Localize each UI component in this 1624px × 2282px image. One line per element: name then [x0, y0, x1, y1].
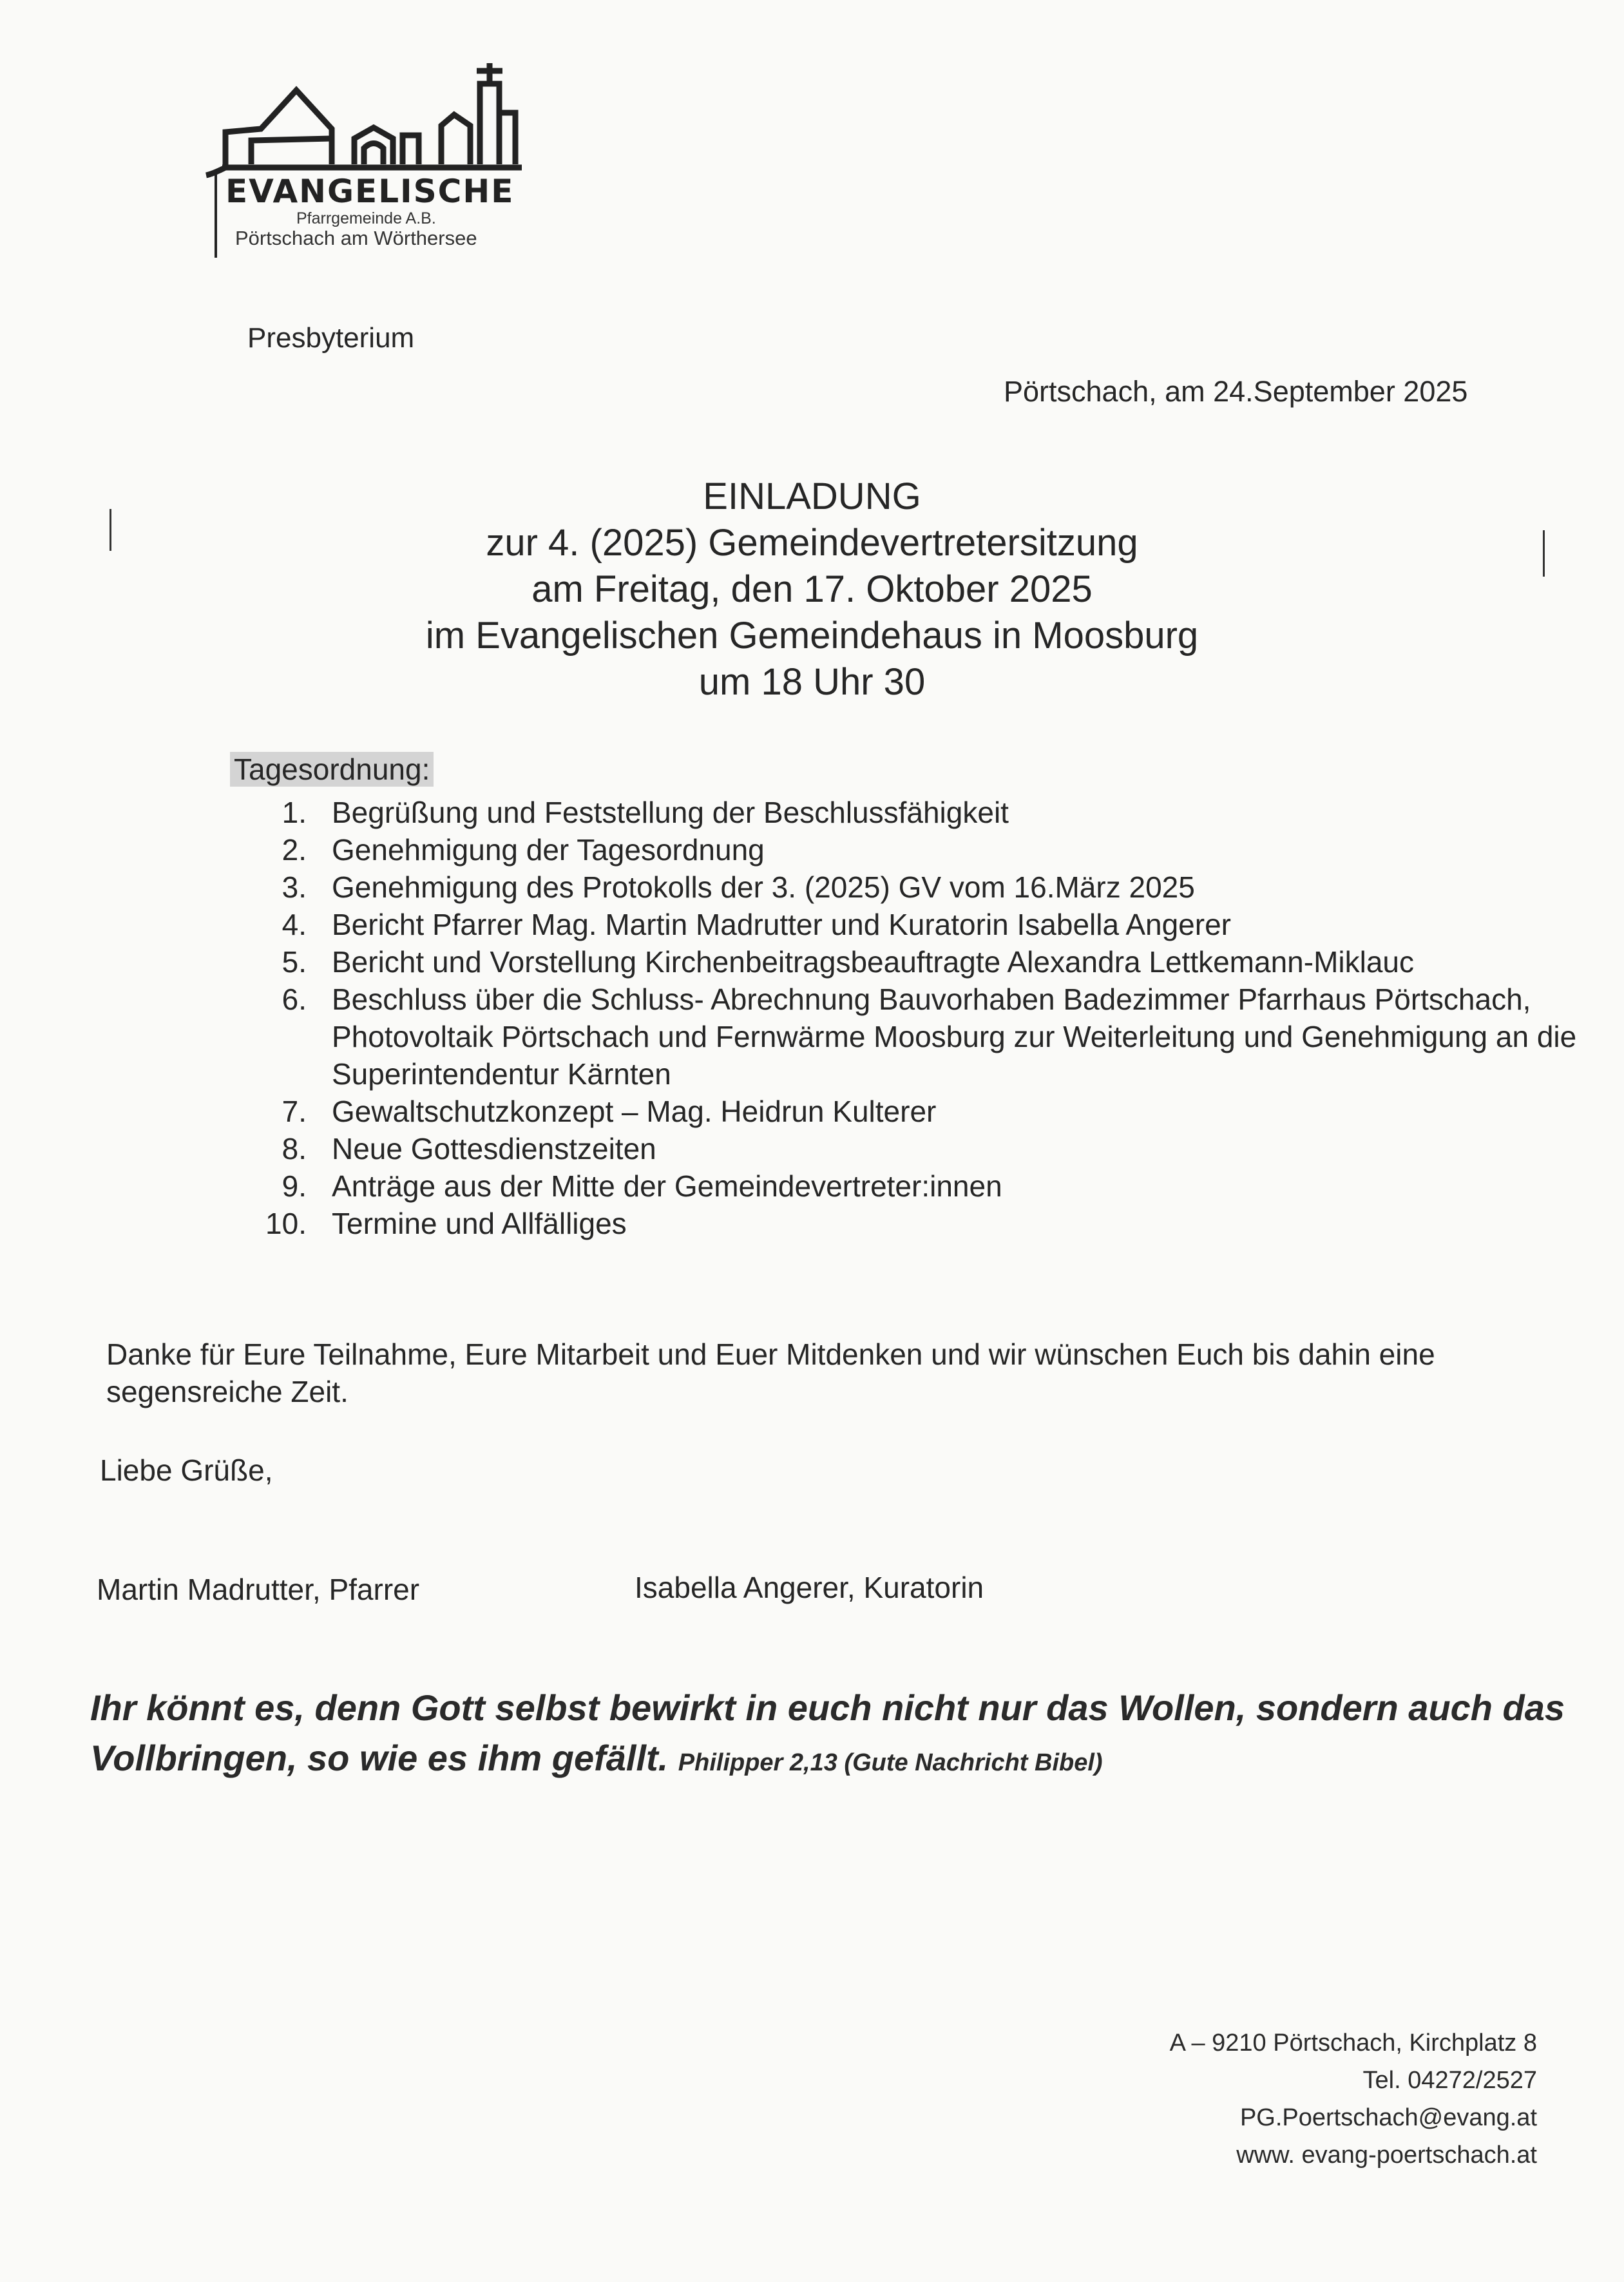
agenda-item-number: 3. — [282, 870, 307, 904]
agenda-item-number: 7. — [282, 1095, 307, 1128]
agenda-list — [258, 794, 1585, 1242]
invitation-heading — [0, 474, 1624, 705]
agenda-item-number: 6. — [282, 983, 307, 1016]
agenda-item — [258, 794, 1585, 831]
invitation-meeting: zur 4. (2025) Gemeindevertretersitzung — [486, 522, 1138, 564]
agenda-item-number: 4. — [282, 908, 307, 941]
quote-text: Ihr könnt es, denn Gott selbst bewirkt in euch nicht nur das Wollen, sondern auch das Vollbringen, so wie es ihm gefällt. — [90, 1687, 1565, 1778]
agenda-item — [258, 1093, 1585, 1130]
address-phone: Tel. 04272/2527 — [1362, 2067, 1537, 2094]
agenda-item — [258, 868, 1585, 906]
address-street: A – 9210 Pörtschach, Kirchplatz 8 — [1169, 2029, 1537, 2057]
address-email: PG.Poertschach@evang.at — [1239, 2104, 1537, 2131]
letterhead-logo — [187, 58, 573, 271]
agenda-item-text: Beschluss über die Schluss- Abrechnung Bauvorhaben Badezimmer Pfarrhaus Pörtschach, Photovoltaik Pörtschach und Fernwärme Moosburg zur Weiterleitung und Genehmigung an die Superintendentur Kärnten — [332, 983, 1577, 1091]
signature-pastor: Martin Madrutter, Pfarrer — [97, 1573, 420, 1606]
agenda-item — [258, 906, 1585, 943]
agenda-item-text: Bericht und Vorstellung Kirchenbeitragsbeauftragte Alexandra Lettkemann-Miklauc — [332, 945, 1414, 979]
agenda-item — [258, 943, 1585, 981]
agenda-item-text: Neue Gottesdienstzeiten — [332, 1132, 656, 1165]
invitation-date: am Freitag, den 17. Oktober 2025 — [531, 568, 1093, 610]
agenda-item — [258, 1130, 1585, 1167]
logo-wordmark: EVANGELISCHE — [225, 173, 515, 210]
quote-reference: Philipper 2,13 (Gute Nachricht Bibel) — [678, 1749, 1103, 1776]
agenda-item-number: 9. — [282, 1169, 307, 1203]
department-label: Presbyterium — [247, 322, 415, 354]
agenda-item-text: Gewaltschutzkonzept – Mag. Heidrun Kulterer — [332, 1095, 937, 1128]
agenda-item-number: 8. — [282, 1132, 307, 1165]
thanks-paragraph: Danke für Eure Teilnahme, Eure Mitarbeit und Euer Mitdenken und wir wünschen Euch bis dahin eine segensreiche Zeit. — [106, 1338, 1435, 1408]
agenda-item-number: 1. — [282, 796, 307, 829]
logo-subtitle: Pfarrgemeinde A.B. — [296, 209, 436, 227]
agenda-item — [258, 831, 1585, 868]
signature-curator: Isabella Angerer, Kuratorin — [635, 1571, 984, 1604]
address-website: www. evang-poertschach.at — [1236, 2142, 1537, 2169]
agenda-label: Tagesordnung: — [230, 752, 434, 787]
agenda-item-number: 5. — [282, 945, 307, 979]
greeting: Liebe Grüße, — [100, 1453, 273, 1487]
agenda-item-text: Anträge aus der Mitte der Gemeindevertreter:innen — [332, 1169, 1002, 1203]
agenda-item-text: Termine und Allfälliges — [332, 1207, 627, 1240]
agenda-item-number: 2. — [282, 833, 307, 867]
logo-location: Pörtschach am Wörthersee — [235, 227, 477, 249]
agenda-item — [258, 981, 1585, 1093]
address-block — [1170, 2024, 1537, 2174]
agenda-item-text: Bericht Pfarrer Mag. Martin Madrutter und Kuratorin Isabella Angerer — [332, 908, 1231, 941]
agenda-item-text: Genehmigung des Protokolls der 3. (2025) GV vom 16.März 2025 — [332, 870, 1195, 904]
agenda-item — [258, 1167, 1585, 1205]
agenda-item — [258, 1205, 1585, 1242]
agenda-item-number: 10. — [265, 1207, 307, 1240]
date-line: Pörtschach, am 24.September 2025 — [1004, 375, 1468, 408]
invitation-title: EINLADUNG — [703, 475, 921, 517]
agenda-item-text: Begrüßung und Feststellung der Beschlussfähigkeit — [332, 796, 1009, 829]
invitation-time: um 18 Uhr 30 — [698, 661, 926, 703]
agenda-item-text: Genehmigung der Tagesordnung — [332, 833, 765, 867]
invitation-location: im Evangelischen Gemeindehaus in Moosburg — [425, 615, 1199, 657]
bible-quote — [90, 1683, 1565, 1788]
